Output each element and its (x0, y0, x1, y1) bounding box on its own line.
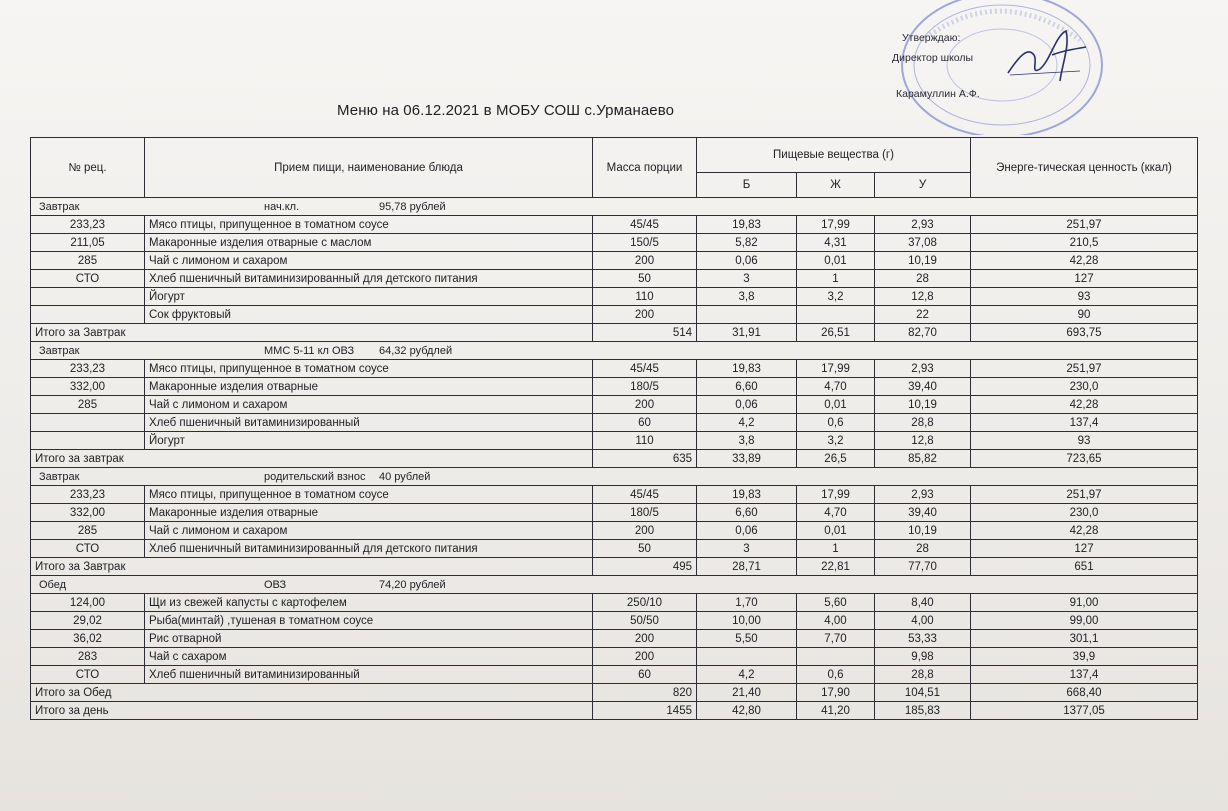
cell-mass: 200 (593, 522, 697, 540)
cell-protein: 3 (697, 270, 797, 288)
cell-protein: 5,82 (697, 234, 797, 252)
table-row (31, 270, 1198, 288)
section-meal: Завтрак (39, 200, 80, 213)
cell-dish-name: Чай с лимоном и сахаром (145, 522, 593, 540)
cell-fat: 4,00 (797, 612, 875, 630)
table-row (31, 486, 1198, 504)
table-row (31, 288, 1198, 306)
total-label (31, 450, 593, 468)
cell-energy: 127 (971, 540, 1198, 558)
total-protein: 33,89 (697, 450, 797, 468)
cell-protein: 5,50 (697, 630, 797, 648)
cell-protein: 4,2 (697, 666, 797, 684)
col-b-header: Б (697, 173, 797, 198)
cell-energy: 91,00 (971, 594, 1198, 612)
total-fat: 26,51 (797, 324, 875, 342)
approval-line-1: Утверждаю: (902, 32, 961, 44)
cell-carbs: 2,93 (875, 360, 971, 378)
cell-mass: 200 (593, 396, 697, 414)
total-label (31, 324, 593, 342)
cell-carbs: 8,40 (875, 594, 971, 612)
cell-protein: 1,70 (697, 594, 797, 612)
cell-fat (797, 306, 875, 324)
cell-carbs: 28,8 (875, 666, 971, 684)
section-price: 74,20 рублей (379, 578, 446, 591)
cell-recipe-num: 285 (31, 522, 145, 540)
cell-recipe-num: 233,23 (31, 360, 145, 378)
cell-energy: 251,97 (971, 486, 1198, 504)
total-fat: 17,90 (797, 684, 875, 702)
cell-carbs: 53,33 (875, 630, 971, 648)
cell-recipe-num: 285 (31, 396, 145, 414)
cell-recipe-num: 211,05 (31, 234, 145, 252)
total-row (31, 324, 1198, 342)
cell-carbs: 9,98 (875, 648, 971, 666)
approval-block (880, 28, 980, 100)
total-mass: 514 (593, 324, 697, 342)
table-row (31, 432, 1198, 450)
table-row (31, 540, 1198, 558)
total-label (31, 684, 593, 702)
cell-mass: 60 (593, 666, 697, 684)
cell-mass: 250/10 (593, 594, 697, 612)
section-meal: Завтрак (39, 344, 80, 357)
cell-mass: 180/5 (593, 378, 697, 396)
table-row (31, 648, 1198, 666)
cell-energy: 251,97 (971, 360, 1198, 378)
table-row (31, 522, 1198, 540)
cell-mass: 50 (593, 270, 697, 288)
cell-carbs: 28,8 (875, 414, 971, 432)
table-row (31, 504, 1198, 522)
cell-dish-name: Хлеб пшеничный витаминизированный для детского питания (145, 270, 593, 288)
cell-mass: 50/50 (593, 612, 697, 630)
section-price: 64,32 рубдлей (379, 344, 453, 357)
cell-protein (697, 648, 797, 666)
table-row (31, 666, 1198, 684)
cell-carbs: 28 (875, 270, 971, 288)
cell-fat: 4,70 (797, 378, 875, 396)
section-group: ММС 5-11 кл ОВЗ (264, 344, 355, 357)
col-energy-header: Энерге-тическая ценность (ккал) (971, 138, 1198, 198)
day-total-label: Итого за день (31, 702, 593, 720)
cell-dish-name: Йогурт (145, 288, 593, 306)
cell-mass: 110 (593, 432, 697, 450)
total-carbs: 85,82 (875, 450, 971, 468)
approval-line-2: Директор школы (892, 52, 974, 64)
cell-carbs: 2,93 (875, 216, 971, 234)
table-row (31, 234, 1198, 252)
cell-fat: 1 (797, 270, 875, 288)
cell-energy: 39,9 (971, 648, 1198, 666)
cell-fat: 17,99 (797, 216, 875, 234)
total-mass: 820 (593, 684, 697, 702)
cell-protein: 0,06 (697, 522, 797, 540)
cell-mass: 200 (593, 252, 697, 270)
cell-carbs: 39,40 (875, 378, 971, 396)
section-price: 40 рублей (379, 470, 431, 483)
cell-recipe-num: СТО (31, 666, 145, 684)
cell-energy: 251,97 (971, 216, 1198, 234)
total-row (31, 450, 1198, 468)
cell-recipe-num: 285 (31, 252, 145, 270)
total-row (31, 684, 1198, 702)
cell-protein: 3,8 (697, 432, 797, 450)
cell-fat: 0,6 (797, 414, 875, 432)
total-carbs: 77,70 (875, 558, 971, 576)
cell-protein: 6,60 (697, 378, 797, 396)
cell-protein: 6,60 (697, 504, 797, 522)
table-row (31, 612, 1198, 630)
cell-dish-name: Чай с сахаром (145, 648, 593, 666)
section-header-row (31, 468, 1198, 486)
cell-fat: 17,99 (797, 486, 875, 504)
cell-recipe-num: СТО (31, 270, 145, 288)
cell-fat: 3,2 (797, 432, 875, 450)
section-header (31, 576, 1198, 594)
cell-fat (797, 648, 875, 666)
total-protein: 28,71 (697, 558, 797, 576)
total-row (31, 558, 1198, 576)
cell-mass: 110 (593, 288, 697, 306)
cell-fat: 1 (797, 540, 875, 558)
total-energy: 668,40 (971, 684, 1198, 702)
col-nutrients-header: Пищевые вещества (г) (697, 138, 971, 173)
col-zh-header: Ж (797, 173, 875, 198)
cell-protein: 19,83 (697, 216, 797, 234)
section-meal: Завтрак (39, 470, 80, 483)
cell-carbs: 12,8 (875, 432, 971, 450)
cell-mass: 150/5 (593, 234, 697, 252)
signature-icon (1000, 25, 1090, 85)
cell-dish-name: Чай с лимоном и сахаром (145, 252, 593, 270)
total-energy: 723,65 (971, 450, 1198, 468)
cell-energy: 99,00 (971, 612, 1198, 630)
cell-carbs: 10,19 (875, 522, 971, 540)
cell-recipe-num (31, 306, 145, 324)
cell-mass: 200 (593, 630, 697, 648)
cell-dish-name: Макаронные изделия отварные (145, 504, 593, 522)
cell-energy: 301,1 (971, 630, 1198, 648)
total-fat: 26,5 (797, 450, 875, 468)
cell-fat: 0,01 (797, 396, 875, 414)
cell-mass: 60 (593, 414, 697, 432)
section-header (31, 198, 1198, 216)
day-total-energy: 1377,05 (971, 702, 1198, 720)
approval-line-3: Карамуллин А.Ф. (896, 88, 980, 100)
page-title: Меню на 06.12.2021 в МОБУ СОШ с.Урманаево (337, 102, 675, 119)
cell-energy: 90 (971, 306, 1198, 324)
col-name-header: Прием пищи, наименование блюда (145, 138, 593, 198)
total-mass: 495 (593, 558, 697, 576)
cell-recipe-num: СТО (31, 540, 145, 558)
cell-dish-name: Щи из свежей капусты с картофелем (145, 594, 593, 612)
cell-recipe-num: 233,23 (31, 216, 145, 234)
cell-carbs: 10,19 (875, 252, 971, 270)
total-label-text: Итого за Завтрак (35, 326, 126, 339)
cell-fat: 5,60 (797, 594, 875, 612)
table-row (31, 630, 1198, 648)
cell-energy: 210,5 (971, 234, 1198, 252)
cell-energy: 127 (971, 270, 1198, 288)
cell-carbs: 28 (875, 540, 971, 558)
total-carbs: 104,51 (875, 684, 971, 702)
table-row (31, 594, 1198, 612)
cell-energy: 42,28 (971, 396, 1198, 414)
cell-recipe-num (31, 414, 145, 432)
menu-body (31, 198, 1198, 720)
section-group: нач.кл. (264, 200, 300, 213)
cell-dish-name: Мясо птицы, припущенное в томатном соусе (145, 360, 593, 378)
cell-protein: 0,06 (697, 396, 797, 414)
cell-recipe-num: 332,00 (31, 378, 145, 396)
col-num-header: № рец. (31, 138, 145, 198)
cell-dish-name: Хлеб пшеничный витаминизированный для детского питания (145, 540, 593, 558)
total-label-text: Итого за Обед (35, 686, 112, 699)
cell-dish-name: Сок фруктовый (145, 306, 593, 324)
section-price: 95,78 рублей (379, 200, 446, 213)
cell-fat: 4,31 (797, 234, 875, 252)
table-row (31, 216, 1198, 234)
total-protein: 21,40 (697, 684, 797, 702)
cell-protein (697, 306, 797, 324)
total-energy: 651 (971, 558, 1198, 576)
cell-dish-name: Рыба(минтай) ,тушеная в томатном соусе (145, 612, 593, 630)
table-row (31, 414, 1198, 432)
table-row (31, 252, 1198, 270)
cell-energy: 93 (971, 432, 1198, 450)
section-header (31, 468, 1198, 486)
total-label-text: Итого за Завтрак (35, 560, 126, 573)
cell-dish-name: Рис отварной (145, 630, 593, 648)
day-total-protein: 42,80 (697, 702, 797, 720)
table-row (31, 396, 1198, 414)
table-row (31, 378, 1198, 396)
cell-fat: 17,99 (797, 360, 875, 378)
cell-fat: 7,70 (797, 630, 875, 648)
day-total-mass: 1455 (593, 702, 697, 720)
col-u-header: У (875, 173, 971, 198)
cell-recipe-num: 29,02 (31, 612, 145, 630)
cell-mass: 45/45 (593, 360, 697, 378)
table-row (31, 360, 1198, 378)
total-label (31, 558, 593, 576)
section-meal: Обед (39, 578, 67, 591)
cell-fat: 0,01 (797, 252, 875, 270)
cell-dish-name: Макаронные изделия отварные (145, 378, 593, 396)
cell-mass: 45/45 (593, 216, 697, 234)
cell-carbs: 12,8 (875, 288, 971, 306)
menu-table (30, 137, 1198, 720)
cell-recipe-num: 124,00 (31, 594, 145, 612)
cell-fat: 0,01 (797, 522, 875, 540)
cell-fat: 4,70 (797, 504, 875, 522)
cell-dish-name: Хлеб пшеничный витаминизированный (145, 666, 593, 684)
cell-mass: 200 (593, 306, 697, 324)
cell-recipe-num: 233,23 (31, 486, 145, 504)
cell-energy: 137,4 (971, 666, 1198, 684)
cell-carbs: 4,00 (875, 612, 971, 630)
section-header-row (31, 576, 1198, 594)
cell-fat: 3,2 (797, 288, 875, 306)
table-row (31, 306, 1198, 324)
total-mass: 635 (593, 450, 697, 468)
cell-dish-name: Йогурт (145, 432, 593, 450)
section-group: ОВЗ (264, 578, 287, 591)
cell-recipe-num: 332,00 (31, 504, 145, 522)
cell-energy: 137,4 (971, 414, 1198, 432)
total-fat: 22,81 (797, 558, 875, 576)
cell-carbs: 22 (875, 306, 971, 324)
section-header-row (31, 342, 1198, 360)
cell-carbs: 10,19 (875, 396, 971, 414)
total-energy: 693,75 (971, 324, 1198, 342)
cell-protein: 0,06 (697, 252, 797, 270)
cell-energy: 42,28 (971, 522, 1198, 540)
cell-dish-name: Чай с лимоном и сахаром (145, 396, 593, 414)
cell-energy: 42,28 (971, 252, 1198, 270)
cell-mass: 45/45 (593, 486, 697, 504)
cell-mass: 180/5 (593, 504, 697, 522)
cell-dish-name: Мясо птицы, припущенное в томатном соусе (145, 216, 593, 234)
cell-mass: 200 (593, 648, 697, 666)
day-total-carbs: 185,83 (875, 702, 971, 720)
cell-energy: 230,0 (971, 378, 1198, 396)
total-label-text: Итого за завтрак (35, 452, 124, 465)
cell-protein: 10,00 (697, 612, 797, 630)
cell-protein: 19,83 (697, 360, 797, 378)
cell-recipe-num (31, 432, 145, 450)
cell-energy: 230,0 (971, 504, 1198, 522)
section-header (31, 342, 1198, 360)
cell-dish-name: Хлеб пшеничный витаминизированный (145, 414, 593, 432)
cell-carbs: 39,40 (875, 504, 971, 522)
total-protein: 31,91 (697, 324, 797, 342)
cell-recipe-num: 283 (31, 648, 145, 666)
cell-energy: 93 (971, 288, 1198, 306)
section-group: родительский взнос (264, 470, 366, 483)
cell-protein: 3 (697, 540, 797, 558)
cell-fat: 0,6 (797, 666, 875, 684)
cell-dish-name: Макаронные изделия отварные с маслом (145, 234, 593, 252)
cell-protein: 4,2 (697, 414, 797, 432)
cell-carbs: 37,08 (875, 234, 971, 252)
cell-recipe-num (31, 288, 145, 306)
col-mass-header: Масса порции (593, 138, 697, 198)
section-header-row (31, 198, 1198, 216)
cell-protein: 19,83 (697, 486, 797, 504)
cell-recipe-num: 36,02 (31, 630, 145, 648)
day-total-row (31, 702, 1198, 720)
day-total-fat: 41,20 (797, 702, 875, 720)
cell-protein: 3,8 (697, 288, 797, 306)
total-carbs: 82,70 (875, 324, 971, 342)
cell-mass: 50 (593, 540, 697, 558)
cell-carbs: 2,93 (875, 486, 971, 504)
cell-dish-name: Мясо птицы, припущенное в томатном соусе (145, 486, 593, 504)
